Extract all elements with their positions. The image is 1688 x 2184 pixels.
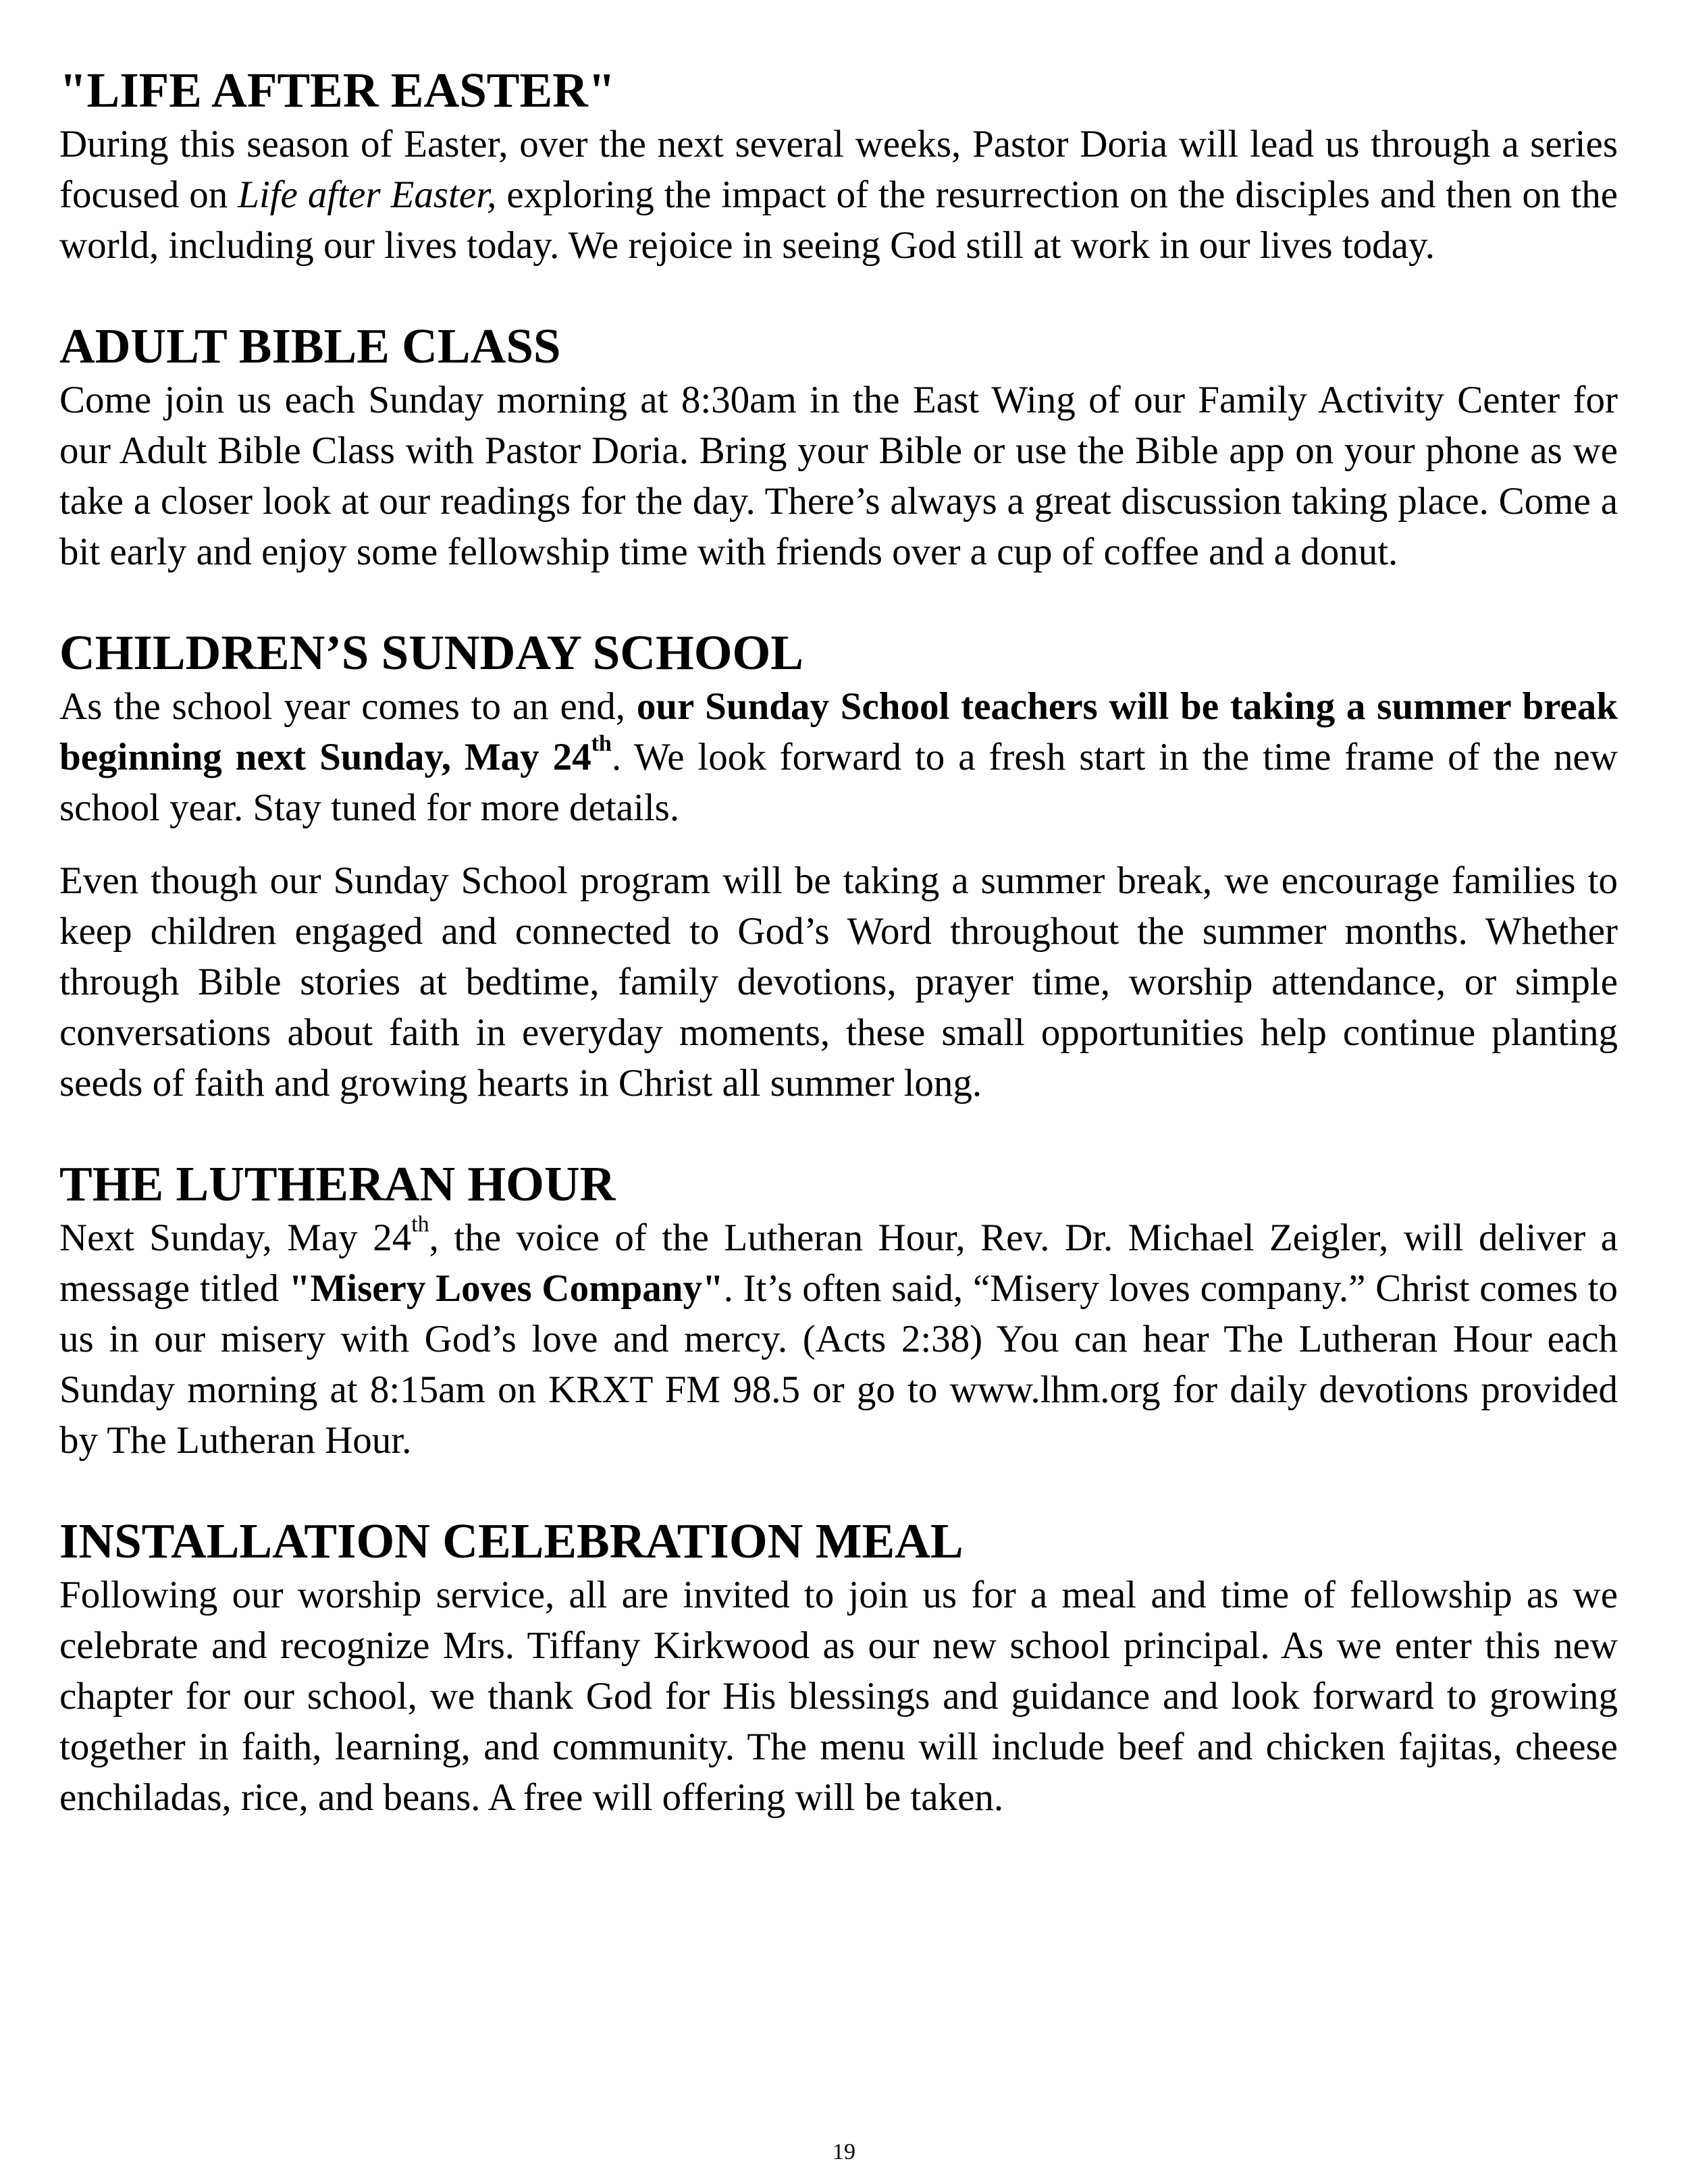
ordinal-suffix: th xyxy=(411,1212,429,1237)
ordinal-suffix: th xyxy=(591,731,612,756)
section-paragraph xyxy=(59,119,1618,271)
paragraph-text: . It’s often said, “Misery loves company.” Christ comes to us in our misery with God’s love and mercy. (Acts 2:38) You can hear The Lutheran Hour each Sunday morning at 8:15am on KRXT FM 98.5 or go to www.lhm.org for daily devotions provided by The Lutheran Hour. xyxy=(59,1267,1618,1462)
series-title-italic: Life after Easter, xyxy=(238,174,497,216)
section-life-after-easter xyxy=(59,62,1618,271)
paragraph-text: As the school year comes to an end, xyxy=(59,685,637,728)
section-heading: "LIFE AFTER EASTER" xyxy=(59,63,616,117)
message-title: "Misery Loves Company" xyxy=(288,1267,724,1310)
section-paragraph: Following our worship service, all are invited to join us for a meal and time of fellowship as we celebrate and recognize Mrs. Tiffany Kirkwood as our new school principal. As we enter this new chapter for our school, we thank God for His blessings and guidance and look forward to growing together in faith, learning, and community. The menu will include beef and chicken fajitas, cheese enchiladas, rice, and beans. A free will offering will be taken. xyxy=(59,1574,1618,1819)
page-number: 19 xyxy=(833,2139,855,2164)
section-heading: INSTALLATION CELEBRATION MEAL xyxy=(59,1514,964,1568)
section-installation-celebration-meal xyxy=(59,1513,1618,1823)
section-adult-bible-class xyxy=(59,318,1618,577)
section-heading: ADULT BIBLE CLASS xyxy=(59,319,561,373)
paragraph-text: . We look forward to a fresh start in the time frame of the new school year. Stay tuned for more details. xyxy=(59,736,1618,829)
paragraph-text: , the voice of the Lutheran Hour, Rev. Dr. Michael Zeigler, will deliver a message titled xyxy=(59,1217,1618,1310)
section-paragraph xyxy=(59,681,1618,833)
newsletter-page xyxy=(59,62,1618,1870)
paragraph-text: exploring the impact of the resurrection on the disciples and then on the world, including our lives today. We rejoice in seeing God still at work in our lives today. xyxy=(59,174,1618,267)
section-heading: CHILDREN’S SUNDAY SCHOOL xyxy=(59,625,803,680)
section-paragraph: Come join us each Sunday morning at 8:30am in the East Wing of our Family Activity Center for our Adult Bible Class with Pastor Doria. Bring your Bible or use the Bible app on your phone as we take a closer look at our readings for the day. There’s always a great discussion taking place. Come a bit early and enjoy some fellowship time with friends over a cup of coffee and a donut. xyxy=(59,379,1618,573)
summer-break-text: our Sunday School teachers will be taking a summer break beginning next Sunday, May 24 xyxy=(59,685,1618,778)
section-paragraph: Even though our Sunday School program will be taking a summer break, we encourage families to keep children engaged and connected to God’s Word throughout the summer months. Whether through Bible stories at bedtime, family devotions, prayer time, worship attendance, or simple conversations about faith in everyday moments, these small opportunities help continue planting seeds of faith and growing hearts in Christ all summer long. xyxy=(59,859,1618,1104)
paragraph-text: During this season of Easter, over the next several weeks, Pastor Doria will lead us through a series focused on xyxy=(59,123,1618,216)
section-heading: THE LUTHERAN HOUR xyxy=(59,1156,616,1211)
paragraph-text: Next Sunday, May 24 xyxy=(59,1217,412,1259)
section-lutheran-hour xyxy=(59,1156,1618,1466)
section-paragraph xyxy=(59,1213,1618,1466)
section-childrens-sunday-school xyxy=(59,624,1618,1109)
